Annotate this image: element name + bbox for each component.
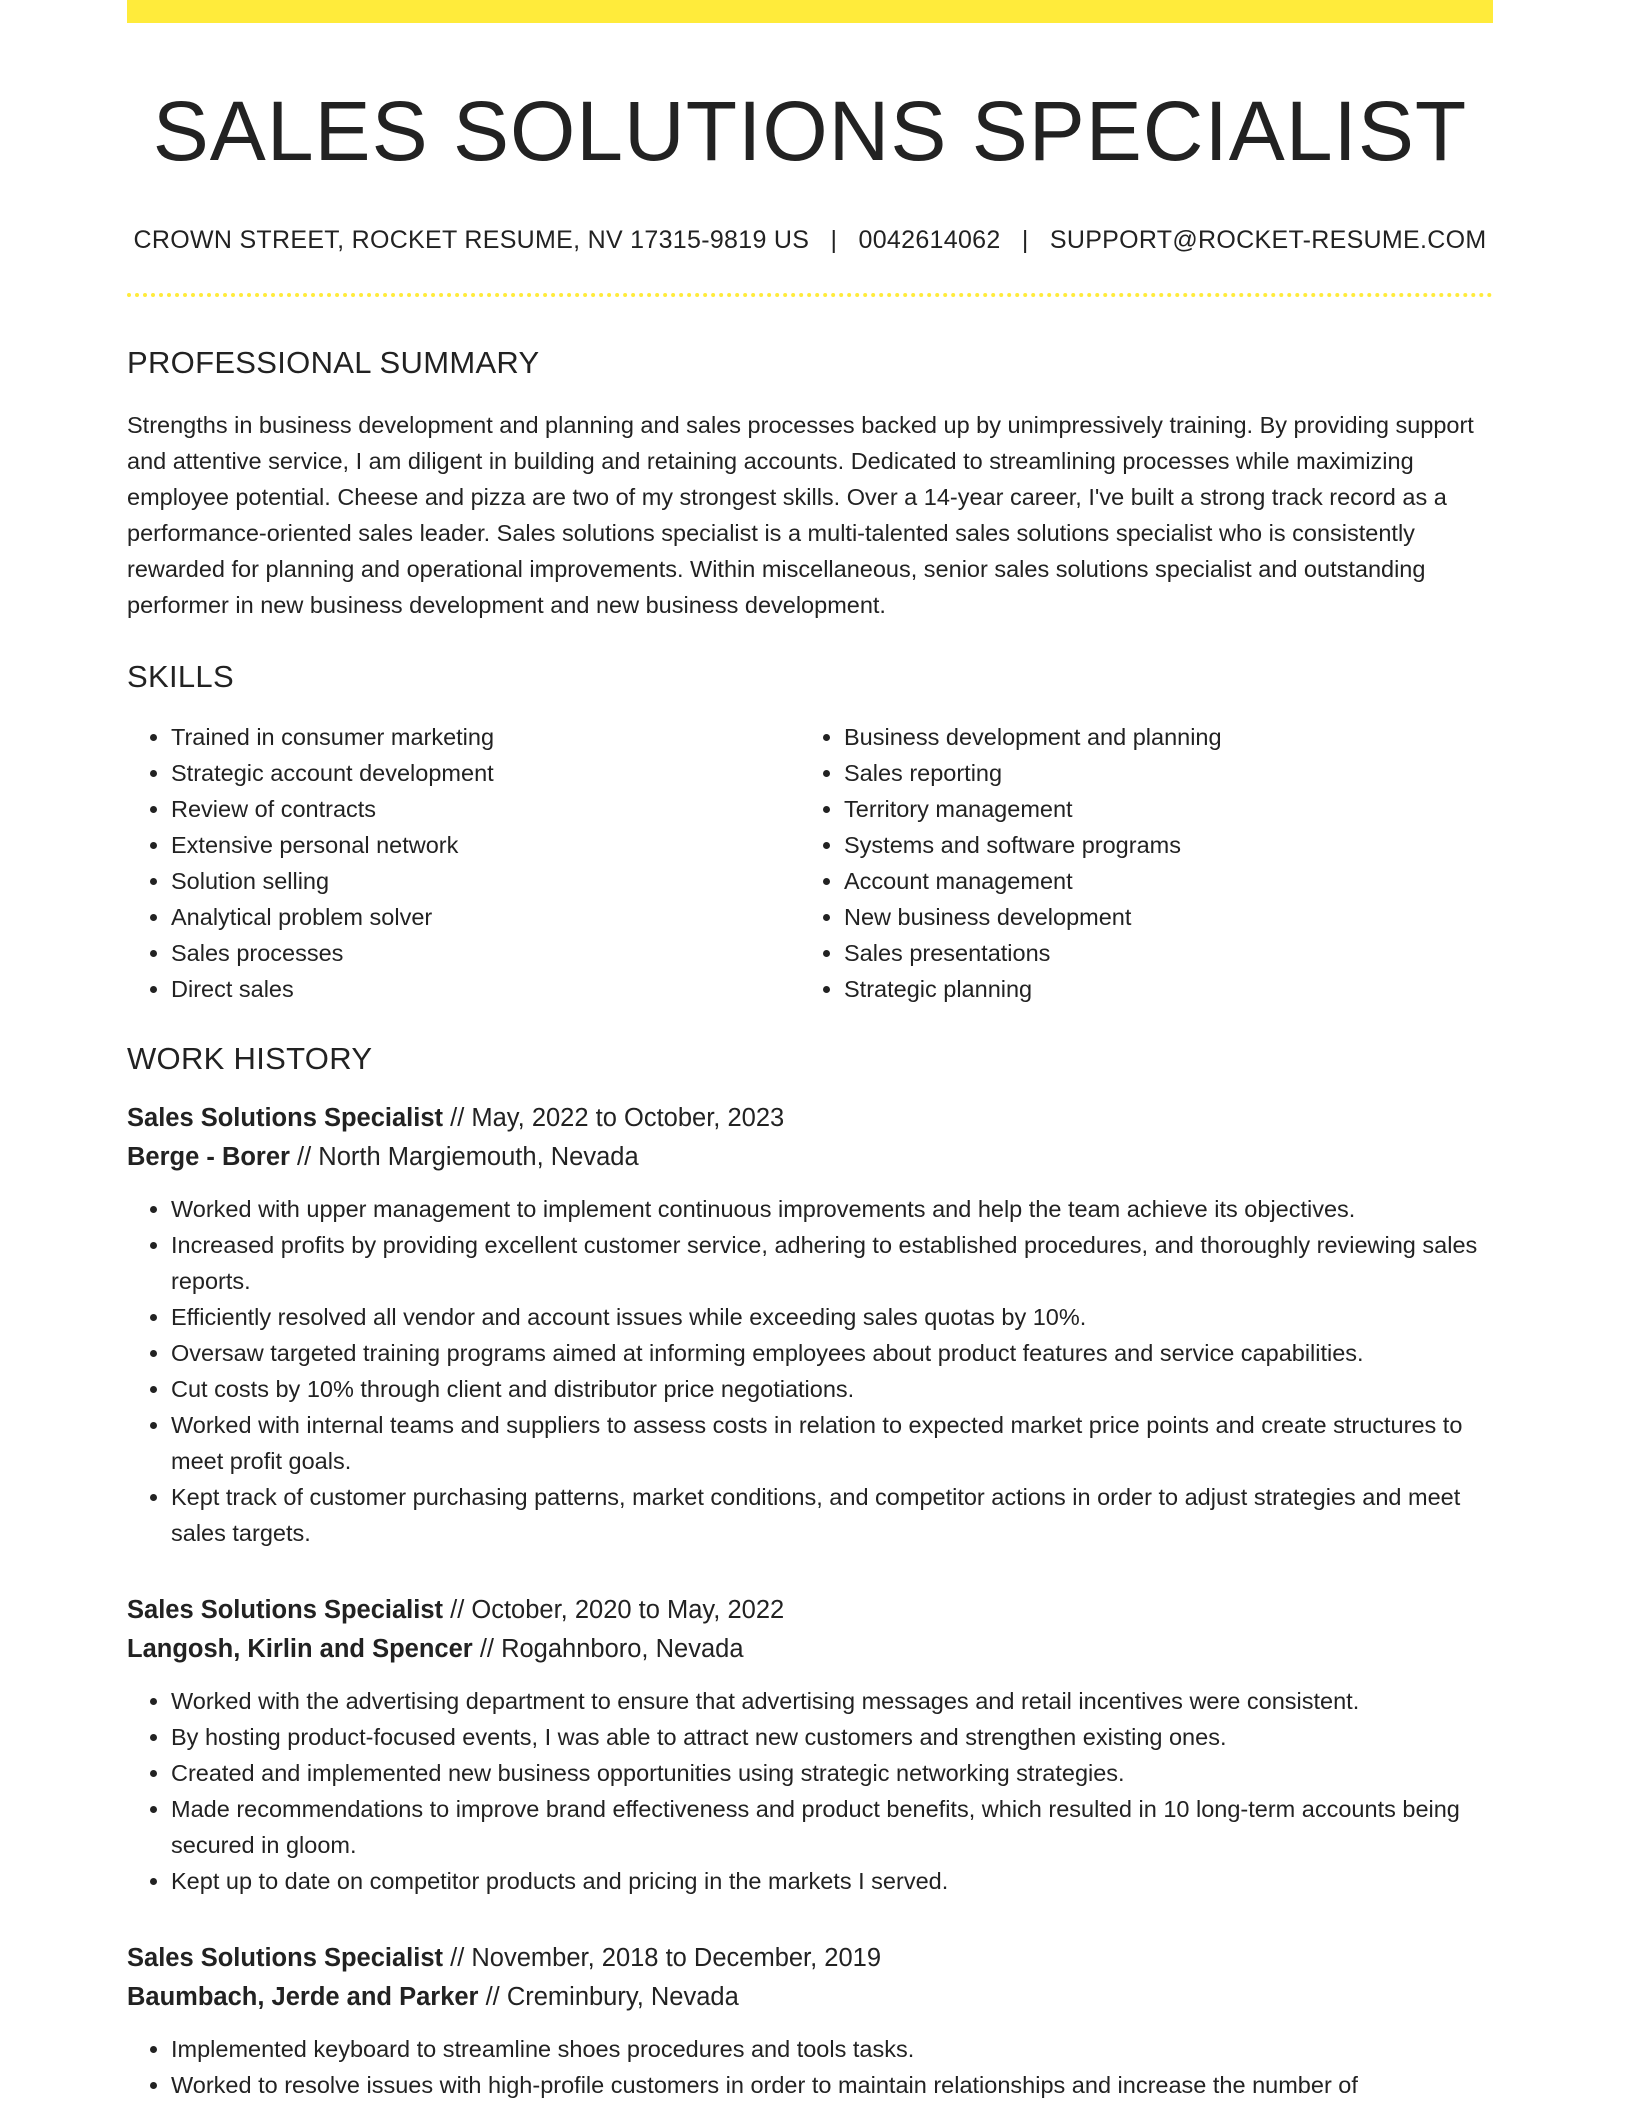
- job-bullet-list: [127, 1191, 1493, 1551]
- job-bullet: • Created and implemented new business opportunities using strategic networking strategies.: [171, 1755, 1493, 1791]
- job-role: Sales Solutions Specialist: [127, 1595, 444, 1624]
- job-bullet: • Worked with upper management to implement continuous improvements and help the team achieve its objectives.: [171, 1191, 1493, 1227]
- job-dates: // November, 2018 to December, 2019: [443, 1943, 882, 1972]
- job-role: Sales Solutions Specialist: [127, 1103, 444, 1132]
- job-entry: [127, 1591, 1493, 1899]
- job-role-line: [127, 1099, 1493, 1138]
- job-role: Sales Solutions Specialist: [127, 1943, 444, 1972]
- skill-item: • New business development: [844, 899, 1473, 935]
- skill-item: • Sales processes: [171, 935, 800, 971]
- job-dates: // May, 2022 to October, 2023: [443, 1103, 785, 1132]
- job-bullet: • Kept track of customer purchasing patterns, market conditions, and competitor actions in order to adjust strategies and meet sales targets.: [171, 1479, 1493, 1551]
- job-location: // Rogahnboro, Nevada: [472, 1634, 744, 1663]
- skill-item: • Direct sales: [171, 971, 800, 1007]
- job-bullet: • Increased profits by providing excellent customer service, adhering to established procedures, and thoroughly reviewing sales reports.: [171, 1227, 1493, 1299]
- job-bullet: • Worked with internal teams and suppliers to assess costs in relation to expected market price points and create structures to meet profit goals.: [171, 1407, 1493, 1479]
- skill-item: • Sales reporting: [844, 755, 1473, 791]
- contact-address: CROWN STREET, ROCKET RESUME, NV 17315-9819 US: [133, 225, 810, 254]
- skill-item: • Extensive personal network: [171, 827, 800, 863]
- job-company: Langosh, Kirlin and Spencer: [127, 1634, 473, 1663]
- resume-name-heading: SALES SOLUTIONS SPECIALIST: [152, 84, 1468, 178]
- skill-item: • Systems and software programs: [844, 827, 1473, 863]
- skill-item: • Sales presentations: [844, 935, 1473, 971]
- skill-item: • Territory management: [844, 791, 1473, 827]
- job-bullet: • Worked with the advertising department to ensure that advertising messages and retail incentives were consistent.: [171, 1683, 1493, 1719]
- job-entry: [127, 1099, 1493, 1551]
- job-bullet: • By hosting product-focused events, I was able to attract new customers and strengthen existing ones.: [171, 1719, 1493, 1755]
- contact-phone: 0042614062: [858, 225, 1001, 254]
- summary-heading: PROFESSIONAL SUMMARY: [127, 344, 540, 380]
- skill-item: • Strategic account development: [171, 755, 800, 791]
- job-bullet-list: [127, 2031, 1493, 2103]
- job-bullet: • Cut costs by 10% through client and distributor price negotiations.: [171, 1371, 1493, 1407]
- job-bullet: • Worked to resolve issues with high-profile customers in order to maintain relationships and increase the number of: [171, 2067, 1493, 2103]
- job-bullet-list: [127, 1683, 1493, 1899]
- contact-separator: |: [830, 225, 838, 254]
- contact-separator: |: [1021, 225, 1029, 254]
- job-bullet: • Implemented keyboard to streamline shoes procedures and tools tasks.: [171, 2031, 1493, 2067]
- job-role-line: [127, 1591, 1493, 1630]
- skills-right-column: [800, 719, 1473, 1007]
- job-bullet: • Oversaw targeted training programs aimed at informing employees about product features and service capabilities.: [171, 1335, 1493, 1371]
- summary-paragraph: Strengths in business development and planning and sales processes backed up by unimpressively training. By providing support and attentive service, I am diligent in building and retaining accounts. Dedicated to streamlining processes while maximizing employee potential. Cheese and pizza are two of my strongest skills. Over a 14-year career, I've built a strong track record as a performance-oriented sales leader. Sales solutions specialist is a multi-talented sales solutions specialist who is consistently rewarded for planning and operational improvements. Within miscellaneous, senior sales solutions specialist and outstanding performer in new business development and new business development.: [127, 411, 1474, 618]
- job-role-line: [127, 1939, 1493, 1978]
- skills-left-column: [127, 719, 800, 1007]
- job-entry: [127, 1939, 1493, 2103]
- resume-page: [127, 0, 1493, 2103]
- skill-item: • Review of contracts: [171, 791, 800, 827]
- work-history-heading: WORK HISTORY: [127, 1040, 373, 1076]
- skills-heading: SKILLS: [127, 658, 234, 694]
- job-bullet: • Efficiently resolved all vendor and account issues while exceeding sales quotas by 10%.: [171, 1299, 1493, 1335]
- job-company: Baumbach, Jerde and Parker: [127, 1982, 479, 2011]
- job-company-line: [127, 1978, 1493, 2017]
- skill-item: • Account management: [844, 863, 1473, 899]
- skill-item: • Business development and planning: [844, 719, 1473, 755]
- skill-item: • Strategic planning: [844, 971, 1473, 1007]
- skill-item: • Analytical problem solver: [171, 899, 800, 935]
- job-dates: // October, 2020 to May, 2022: [443, 1595, 785, 1624]
- contact-email: SUPPORT@ROCKET-RESUME.COM: [1049, 225, 1487, 254]
- job-company-line: [127, 1630, 1493, 1669]
- contact-line: [127, 226, 1493, 255]
- job-bullet: • Made recommendations to improve brand effectiveness and product benefits, which resulted in 10 long-term accounts being secured in gloom.: [171, 1791, 1493, 1863]
- dotted-divider: [127, 293, 1493, 297]
- job-company: Berge - Borer: [127, 1142, 290, 1171]
- skills-grid: [127, 719, 1493, 1007]
- job-location: // North Margiemouth, Nevada: [289, 1142, 639, 1171]
- job-company-line: [127, 1138, 1493, 1177]
- skill-item: • Trained in consumer marketing: [171, 719, 800, 755]
- job-location: // Creminbury, Nevada: [478, 1982, 739, 2011]
- accent-top-bar: [127, 0, 1493, 23]
- skill-item: • Solution selling: [171, 863, 800, 899]
- job-bullet: • Kept up to date on competitor products and pricing in the markets I served.: [171, 1863, 1493, 1899]
